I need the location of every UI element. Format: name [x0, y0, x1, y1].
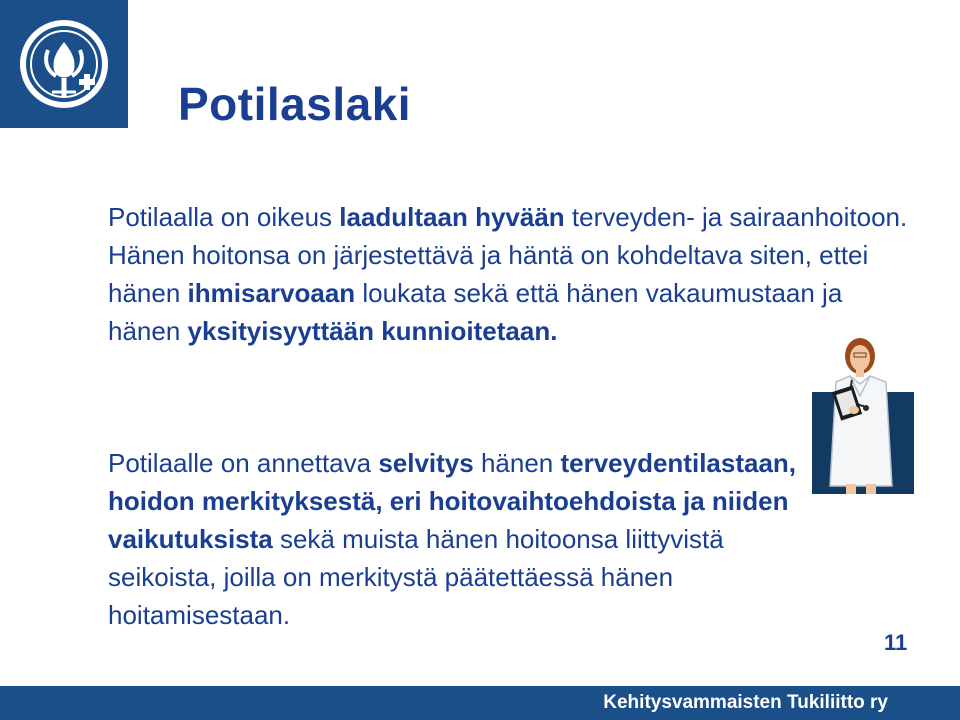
bold-text-segment: yksityisyyttään kunnioitetaan. [187, 316, 558, 346]
logo-block [0, 0, 128, 128]
tukiliitto-logo-icon [0, 0, 128, 128]
text-segment: Potilaalle on annettava [108, 448, 379, 478]
paragraph-information-right [108, 444, 838, 634]
slide-title: Potilaslaki [178, 78, 412, 130]
text-segment: sekä muista hänen hoitoonsa liittyvistä seikoista, joilla on merkitystä päätettäessä hänen hoitamisestaan. [108, 524, 724, 630]
organization-name: Kehitysvammaisten Tukiliitto ry [603, 692, 888, 713]
footer-bar [0, 686, 960, 720]
text-segment: hänen [473, 448, 561, 478]
text-segment: terveyden- ja sairaanhoitoon. Hänen hoitonsa on järjestettävä ja häntä on kohdeltava siten, ettei hänen [108, 202, 908, 308]
text-segment: loukata sekä että hänen vakaumustaan ja hänen [108, 278, 843, 346]
bold-text-segment: terveydentilastaan, hoidon merkityksestä, eri hoitovaihtoehdoista ja niiden vaikutuksista [108, 448, 797, 554]
bold-text-segment: ihmisarvoaan [187, 278, 356, 308]
bold-text-segment: selvitys [378, 448, 474, 478]
bold-text-segment: laadultaan hyvään [339, 202, 565, 232]
page-number: 11 [884, 630, 908, 655]
text-segment: Potilaalla on oikeus [108, 202, 340, 232]
paragraph-patient-rights [108, 198, 908, 350]
